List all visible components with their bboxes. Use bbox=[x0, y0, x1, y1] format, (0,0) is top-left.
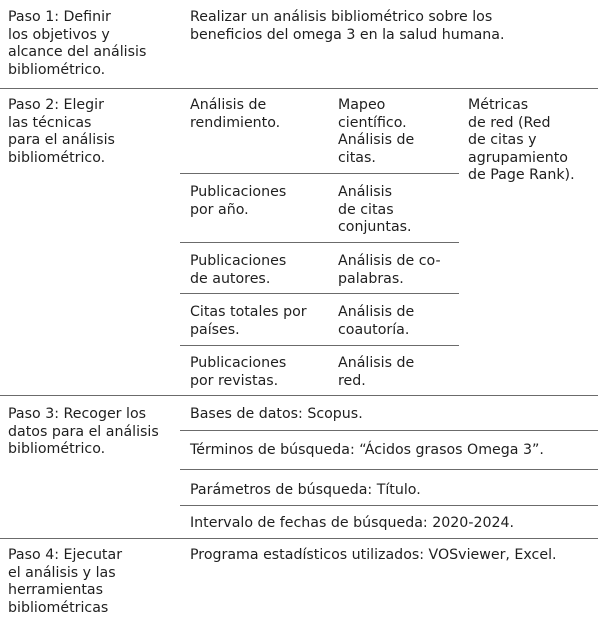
mapping-item: Análisis de coautoría. bbox=[338, 304, 415, 338]
step2-label: Paso 2: Elegir las técnicas para el análisis bibliométrico. bbox=[8, 97, 115, 166]
performance-analysis-header: Análisis de rendimiento. bbox=[190, 97, 281, 131]
collection-item: Intervalo de fechas de búsqueda: 2020-2024. bbox=[190, 515, 515, 531]
step4-content: Programa estadísticos utilizados: VOSviewer, Excel. bbox=[190, 547, 557, 563]
collection-item: Bases de datos: Scopus. bbox=[190, 406, 363, 422]
row-divider bbox=[180, 242, 459, 243]
mapping-item: Análisis de red. bbox=[338, 355, 415, 389]
row-divider bbox=[180, 345, 459, 346]
row-divider bbox=[180, 430, 598, 431]
science-mapping-header: Mapeo científico. Análisis de citas. bbox=[338, 97, 415, 166]
row-divider bbox=[0, 395, 598, 396]
row-divider bbox=[180, 469, 598, 470]
row-divider bbox=[0, 538, 598, 539]
performance-item: Publicaciones de autores. bbox=[190, 253, 287, 287]
performance-item: Publicaciones por año. bbox=[190, 184, 287, 218]
step1-label: Paso 1: Definir los objetivos y alcance del análisis bibliométrico. bbox=[8, 9, 147, 78]
network-metrics: Métricas de red (Red de citas y agrupamiento de Page Rank). bbox=[468, 97, 575, 183]
collection-item: Términos de búsqueda: “Ácidos grasos Omega 3”. bbox=[190, 442, 544, 458]
step1-content: Realizar un análisis bibliométrico sobre los beneficios del omega 3 en la salud humana. bbox=[190, 9, 505, 43]
performance-item: Publicaciones por revistas. bbox=[190, 355, 287, 389]
row-divider bbox=[0, 88, 598, 89]
row-divider bbox=[180, 505, 598, 506]
collection-item: Parámetros de búsqueda: Título. bbox=[190, 482, 421, 498]
row-divider bbox=[180, 173, 459, 174]
mapping-item: Análisis de citas conjuntas. bbox=[338, 184, 412, 235]
step4-label: Paso 4: Ejecutar el análisis y las herramientas bibliométricas bbox=[8, 547, 123, 616]
row-divider bbox=[180, 293, 459, 294]
step3-label: Paso 3: Recoger los datos para el análisis bibliométrico. bbox=[8, 406, 159, 457]
mapping-item: Análisis de co- palabras. bbox=[338, 253, 441, 287]
performance-item: Citas totales por países. bbox=[190, 304, 307, 338]
